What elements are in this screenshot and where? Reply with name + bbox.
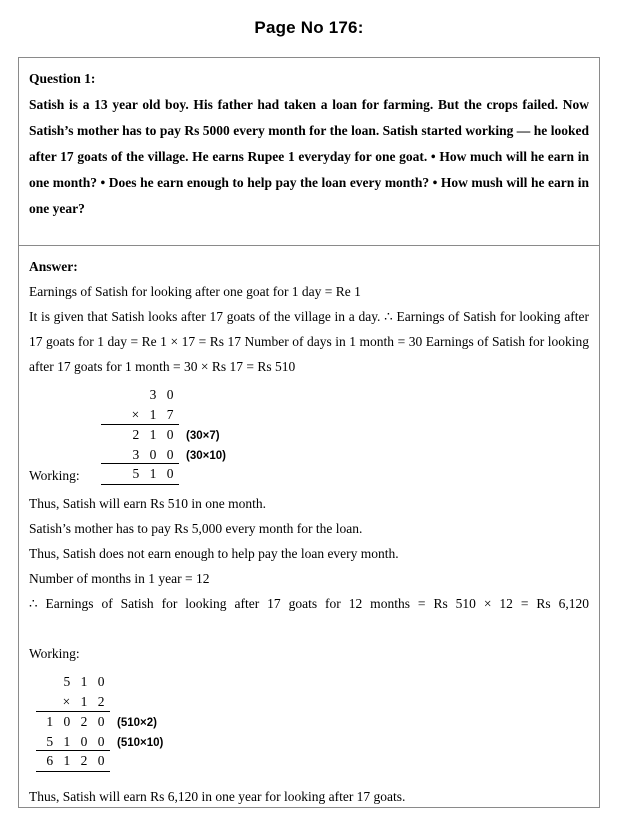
partial-product-row-1 xyxy=(101,425,226,445)
answer-mid-line-1: Thus, Satish will earn Rs 510 in one month. xyxy=(29,496,266,511)
multiplier-1: × 1 7 xyxy=(131,407,177,422)
partial-product-row-2 xyxy=(36,732,163,752)
partial-product-note-3: (510×2) xyxy=(117,717,157,729)
question-label: Question 1: xyxy=(29,71,96,86)
partial-product-note-4: (510×10) xyxy=(117,737,164,749)
partial-product-4: 5 1 0 0 xyxy=(46,734,108,749)
working-block-1 xyxy=(29,385,589,489)
multiplicand-1: 3 0 xyxy=(149,387,177,402)
page-title: Page No 176: xyxy=(254,18,364,37)
answer-final-line: Thus, Satish will earn Rs 6,120 in one year for looking after 17 goats. xyxy=(29,789,406,804)
multiplication-rows-2 xyxy=(36,672,163,772)
answer-label: Answer: xyxy=(29,259,78,274)
multiplication-rows-1 xyxy=(101,385,226,485)
partial-product-row-2 xyxy=(101,445,226,465)
working-label-2: Working: xyxy=(29,646,80,661)
question-text: Satish is a 13 year old boy. His father had taken a loan for farming. But the crops failed. Now Satish’s mother has to pay Rs 5000 every month for the loan. Satish started working — he looked after 17 goats of the village. He earns Rupee 1 everyday for one goat. • How much will he earn in one month? • Does he earn enough to help pay the loan every month? • How mush will he earn in one year? xyxy=(29,97,589,216)
multiplicand-2: 5 1 0 xyxy=(63,674,108,689)
multiplier-row xyxy=(36,692,163,712)
multiplier-2: × 1 2 xyxy=(62,694,108,709)
answer-section xyxy=(19,246,599,819)
answer-mid-line-4: Number of months in 1 year = 12 xyxy=(29,571,210,586)
answer-mid-line-2: Satish’s mother has to pay Rs 5,000 every month for the loan. xyxy=(29,521,363,536)
multiplier-row xyxy=(101,405,226,425)
partial-product-row-1 xyxy=(36,712,163,732)
partial-product-2: 3 0 0 xyxy=(132,447,177,462)
long-multiplication-2 xyxy=(36,672,163,772)
partial-product-note-2: (30×10) xyxy=(186,450,226,462)
answer-line-1: Earnings of Satish for looking after one goat for 1 day = Re 1 xyxy=(29,284,361,299)
product-1: 5 1 0 xyxy=(101,463,179,485)
partial-product-1: 2 1 0 xyxy=(101,424,179,445)
long-multiplication-1 xyxy=(101,385,226,485)
answer-therefore-line: ∴ Earnings of Satish for looking after 17 goats for 12 months = Rs 510 × 12 = Rs 6,120 xyxy=(29,596,589,611)
partial-product-3: 1 0 2 0 xyxy=(36,711,110,732)
product-row-1 xyxy=(101,465,226,485)
multiplicand-row xyxy=(36,672,163,692)
multiplicand-row xyxy=(101,385,226,405)
answer-line-2: It is given that Satish looks after 17 goats of the village in a day. ∴ Earnings of Satish for looking after 17 goats for 1 day = Re 1 × 17 = Rs 17 Number of days in 1 month = 30 Earnings of Satish for looking after 17 goats for 1 month = 30 × Rs 17 = Rs 510 xyxy=(29,309,589,374)
question-section xyxy=(19,58,599,246)
partial-product-note-1: (30×7) xyxy=(186,430,220,442)
answer-mid-line-3: Thus, Satish does not earn enough to help pay the loan every month. xyxy=(29,546,399,561)
product-2: 6 1 2 0 xyxy=(36,750,110,772)
working-label-1: Working: xyxy=(29,468,80,483)
question-answer-box xyxy=(18,57,600,808)
product-row-2 xyxy=(36,752,163,772)
